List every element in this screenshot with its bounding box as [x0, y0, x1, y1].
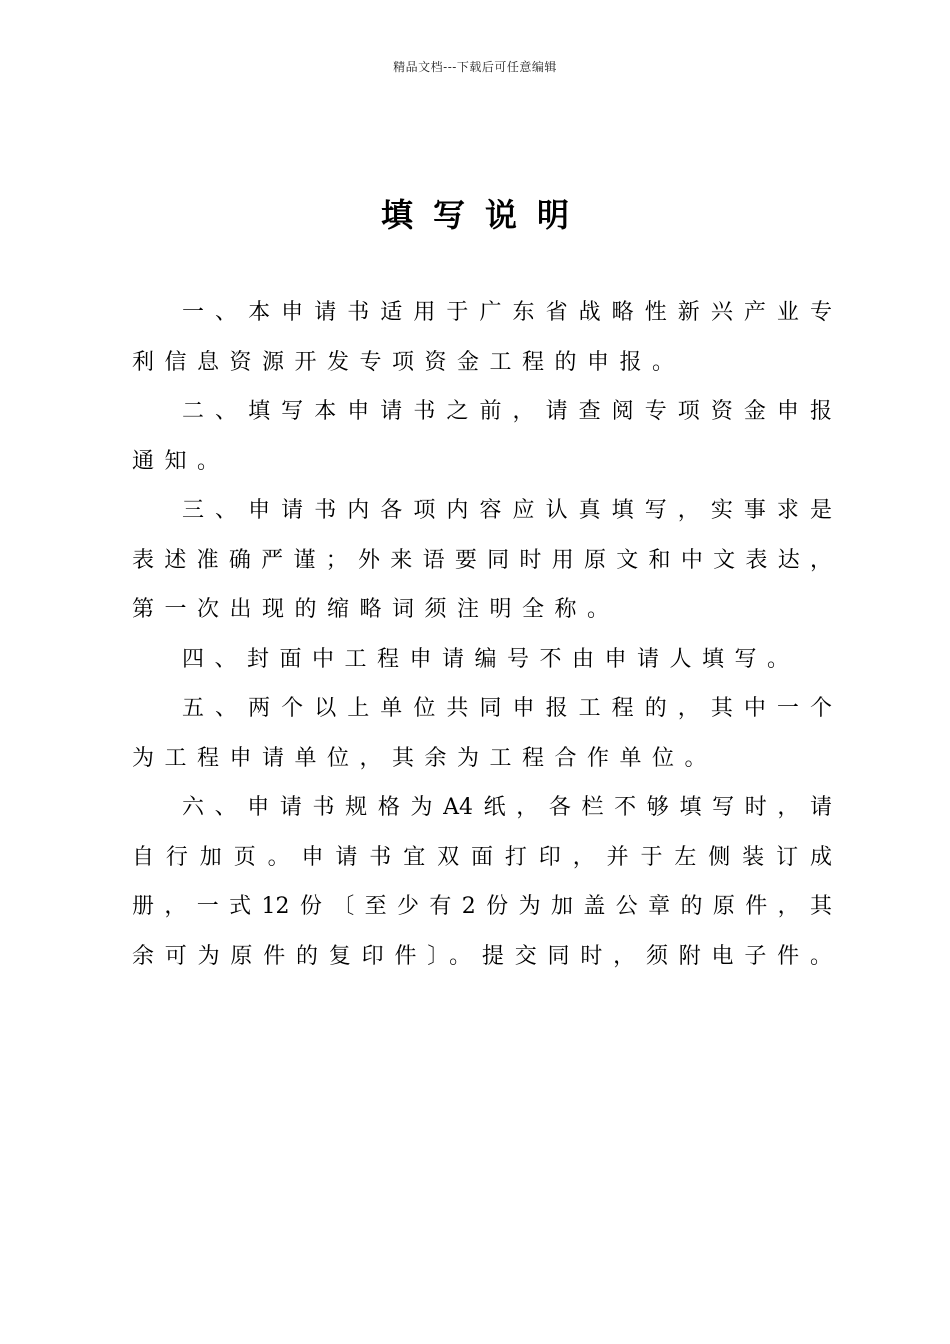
paragraph-line: 二、填写本申请书之前，请查阅专项资金申报 [182, 399, 832, 424]
instructions-body [132, 288, 832, 981]
instruction-paragraph-2 [132, 387, 832, 486]
page-title: 填写说明 [380, 196, 589, 234]
paragraph-line: 四、封面中工程申请编号不由申请人填写。 [182, 646, 800, 672]
paragraph-line: 第一次出现的缩略词须注明全称。 [132, 597, 620, 622]
instruction-paragraph-1 [132, 288, 832, 387]
header-note: 精品文档---下载后可任意编辑 [393, 60, 557, 74]
paragraph-line: 册，一式12份〔至少有2份为加盖公章的原件，其 [132, 894, 832, 919]
paragraph-line: 一、本申请书适用于广东省战略性新兴产业专 [182, 300, 832, 325]
paragraph-line: 表述准确严谨；外来语要同时用原文和中文表达， [132, 547, 832, 573]
instruction-paragraph-6 [132, 783, 832, 981]
paragraph-line: 为工程申请单位，其余为工程合作单位。 [132, 745, 718, 771]
instruction-paragraph-5 [132, 684, 832, 783]
paragraph-line: 通知。 [132, 448, 230, 474]
paragraph-line: 余可为原件的复印件〕。提交同时，须附电子件。 [132, 943, 832, 969]
paragraph-line: 利信息资源开发专项资金工程的申报。 [132, 349, 685, 375]
instruction-paragraph-3 [132, 486, 832, 635]
paragraph-line: 五、两个以上单位共同申报工程的，其中一个 [182, 696, 832, 721]
instruction-paragraph-4 [132, 635, 832, 685]
paragraph-line: 三、申请书内各项内容应认真填写，实事求是 [182, 498, 832, 523]
paragraph-line: 自行加页。申请书宜双面打印，并于左侧装订成 [132, 844, 832, 870]
paragraph-line: 六、申请书规格为A4纸，各栏不够填写时，请 [182, 795, 832, 820]
